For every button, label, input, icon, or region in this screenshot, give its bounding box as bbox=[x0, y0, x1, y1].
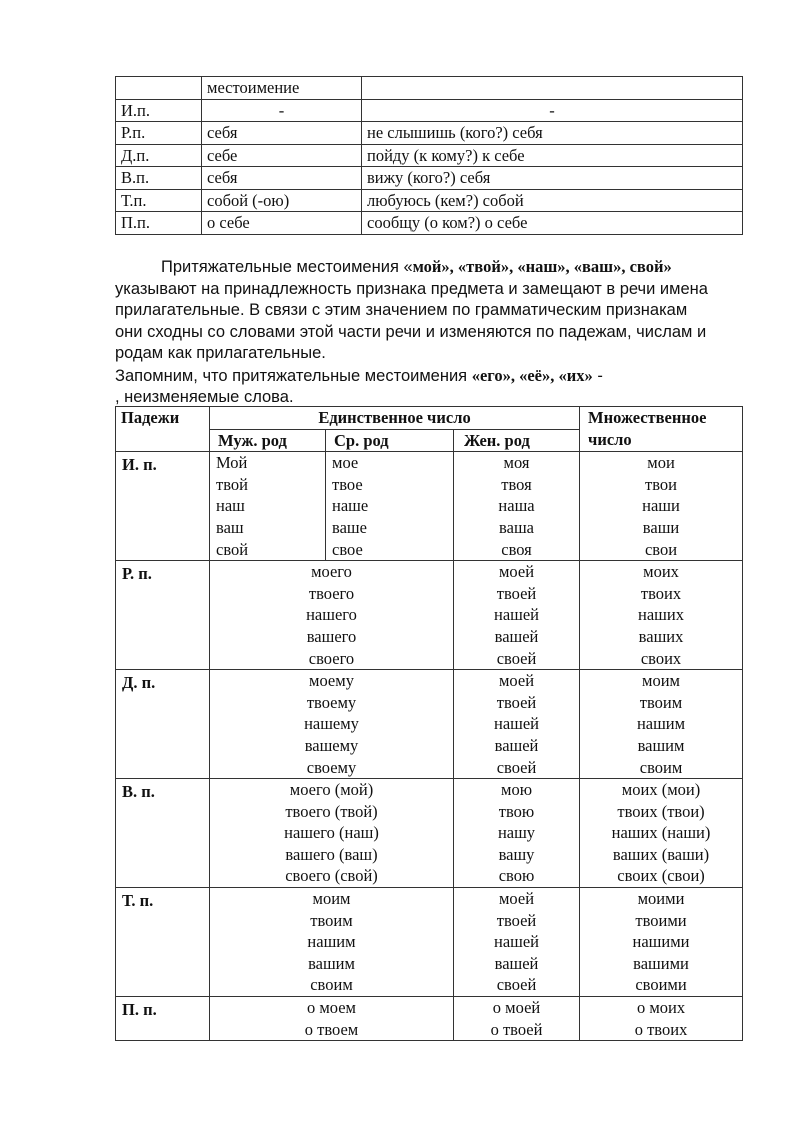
pronoun-form: о моих bbox=[636, 998, 686, 1018]
pronoun-form: наше bbox=[332, 496, 369, 516]
table-row bbox=[116, 122, 743, 145]
pronoun-form: свой bbox=[216, 539, 249, 559]
pronoun-form: моей bbox=[498, 889, 535, 909]
pronoun-form: моей bbox=[498, 671, 535, 691]
pronoun-form: твоего (твой) bbox=[285, 801, 378, 821]
plural-cell bbox=[580, 888, 743, 997]
pronoun-form: твоего bbox=[308, 583, 355, 603]
pronoun-form: вашего (ваш) bbox=[285, 844, 378, 864]
fem-cell bbox=[454, 888, 580, 997]
pronoun-form: моих (мои) bbox=[621, 780, 701, 800]
table-row bbox=[116, 144, 743, 167]
plural-cell bbox=[580, 779, 743, 888]
pronoun-form: нашими bbox=[632, 932, 690, 952]
table-row bbox=[116, 779, 743, 888]
pronoun-form: твой bbox=[216, 474, 248, 494]
singular-header: Единственное число bbox=[210, 407, 580, 430]
mascneut-cell bbox=[210, 779, 454, 888]
pronoun-form: своего (свой) bbox=[285, 866, 378, 886]
pronoun-form: наших (наши) bbox=[611, 823, 711, 843]
pronoun-form: вашей bbox=[494, 735, 539, 755]
mascneut-cell bbox=[210, 561, 454, 670]
plural-cell bbox=[580, 670, 743, 779]
fem-cell bbox=[454, 779, 580, 888]
paragraph-text: они сходны со словами этой части речи и изменяются по падежам, числам и bbox=[115, 322, 707, 341]
pronoun-form: своим bbox=[639, 757, 683, 777]
pronoun-form: моим bbox=[312, 889, 351, 909]
pronoun-form: нашим bbox=[636, 714, 686, 734]
pronoun-form: твоим bbox=[310, 910, 353, 930]
case-cell: В.п. bbox=[116, 167, 202, 190]
pronoun-form: о твоих bbox=[634, 1019, 688, 1039]
plural-cell bbox=[580, 452, 743, 561]
pronoun-form: твоей bbox=[496, 692, 537, 712]
pronoun-form: о моем bbox=[306, 998, 357, 1018]
form-cell: себя bbox=[202, 122, 362, 145]
pronoun-form: свою bbox=[498, 866, 535, 886]
pronoun-form: твоей bbox=[496, 910, 537, 930]
pronoun-form: моего (мой) bbox=[289, 780, 374, 800]
pronoun-form: своему bbox=[306, 757, 357, 777]
fem-cell bbox=[454, 452, 580, 561]
pronoun-form: вашему bbox=[304, 735, 359, 755]
case-cell: Р. п. bbox=[116, 561, 210, 670]
case-cell: П.п. bbox=[116, 212, 202, 235]
pronoun-form: моими bbox=[637, 889, 685, 909]
table-row bbox=[116, 888, 743, 997]
table-row bbox=[116, 997, 743, 1041]
paragraph-text: , неизменяемые слова. bbox=[115, 388, 294, 406]
pronoun-form: своими bbox=[635, 975, 687, 995]
form-cell: собой (-ою) bbox=[202, 189, 362, 212]
example-cell: - bbox=[362, 99, 743, 122]
masc-cell bbox=[210, 452, 326, 561]
plural-header: Множественное число bbox=[580, 407, 743, 452]
plural-cell bbox=[580, 561, 743, 670]
column-header: местоимение bbox=[202, 77, 362, 100]
pronoun-form: твоими bbox=[635, 910, 687, 930]
pronoun-form: твоих (твои) bbox=[617, 801, 705, 821]
header-row bbox=[116, 407, 743, 430]
case-cell: П. п. bbox=[116, 997, 210, 1041]
pronoun-form: нашей bbox=[494, 605, 540, 625]
pronoun-form: свое bbox=[332, 539, 363, 559]
fem-cell bbox=[454, 561, 580, 670]
pronoun-form: ваше bbox=[332, 517, 367, 537]
case-cell: Т. п. bbox=[116, 888, 210, 997]
cases-header: Падежи bbox=[116, 407, 210, 452]
pronoun-form: о моей bbox=[492, 998, 541, 1018]
case-cell: Д. п. bbox=[116, 670, 210, 779]
pronoun-form: ваших bbox=[638, 626, 684, 646]
pronoun-form: вашей bbox=[494, 626, 539, 646]
pronoun-form: ваш bbox=[216, 517, 244, 537]
pronoun-form: своим bbox=[310, 975, 353, 995]
mascneut-cell bbox=[210, 670, 454, 779]
pronoun-form: твоей bbox=[496, 583, 537, 603]
pronoun-form: вашу bbox=[498, 844, 535, 864]
paragraph-text: Притяжательные местоимения « bbox=[161, 258, 413, 276]
pronoun-form: мои bbox=[647, 453, 675, 473]
paragraph-text: родам как прилагательные. bbox=[115, 344, 326, 362]
pronoun-form: Мой bbox=[216, 453, 248, 473]
pronoun-form: своя bbox=[501, 539, 532, 559]
table-row bbox=[116, 167, 743, 190]
pronoun-form: моя bbox=[503, 453, 530, 473]
case-cell: Т.п. bbox=[116, 189, 202, 212]
neut-cell bbox=[326, 452, 454, 561]
pronoun-form: нашей bbox=[494, 932, 540, 952]
fem-cell bbox=[454, 997, 580, 1041]
fem-cell bbox=[454, 670, 580, 779]
mascneut-cell bbox=[210, 997, 454, 1041]
pronoun-form: твоим bbox=[639, 692, 683, 712]
pronoun-form: своей bbox=[496, 975, 537, 995]
pronoun-form: моих bbox=[643, 562, 679, 582]
mascneut-cell bbox=[210, 888, 454, 997]
table-row bbox=[116, 670, 743, 779]
example-cell: вижу (кого?) себя bbox=[362, 167, 743, 190]
form-cell: себя bbox=[202, 167, 362, 190]
pronoun-form: нашему bbox=[304, 714, 359, 734]
pronoun-form: твою bbox=[498, 801, 535, 821]
pronoun-form: твои bbox=[645, 474, 677, 494]
pronoun-form: твое bbox=[332, 474, 363, 494]
pronoun-form: моей bbox=[498, 562, 535, 582]
table-row bbox=[116, 212, 743, 235]
pronoun-form: ваших (ваши) bbox=[612, 844, 710, 864]
pronoun-form: мое bbox=[332, 453, 359, 473]
pronoun-form: о твоем bbox=[304, 1019, 359, 1039]
pronoun-form: твоя bbox=[501, 474, 532, 494]
reflexive-pronoun-table bbox=[115, 76, 743, 235]
table-row bbox=[116, 189, 743, 212]
pronoun-form: моему bbox=[309, 671, 354, 691]
paragraph-text: прилагательные. В связи с этим значением по грамматическим признакам bbox=[115, 301, 688, 319]
form-cell: - bbox=[202, 99, 362, 122]
pronoun-form: своих (свои) bbox=[617, 866, 705, 886]
case-cell: В. п. bbox=[116, 779, 210, 888]
paragraph-text: Запомним, что притяжательные местоимения bbox=[115, 366, 472, 385]
paragraph-bold-text: мой», «твой», «наш», «ваш», свой» bbox=[412, 257, 672, 276]
pronoun-form: ваши bbox=[642, 517, 680, 537]
table-row bbox=[116, 99, 743, 122]
paragraph-text: - bbox=[592, 366, 603, 385]
pronoun-form: моим bbox=[642, 671, 680, 691]
pronoun-form: вашим bbox=[308, 953, 355, 973]
pronoun-form: своей bbox=[496, 648, 537, 668]
form-cell: о себе bbox=[202, 212, 362, 235]
case-cell: И. п. bbox=[116, 452, 210, 561]
pronoun-form: наша bbox=[498, 496, 535, 516]
pronoun-form: нашу bbox=[497, 823, 536, 843]
pronoun-form: нашей bbox=[494, 714, 540, 734]
pronoun-form: вашей bbox=[494, 953, 539, 973]
pronoun-form: своей bbox=[496, 757, 537, 777]
case-cell: И.п. bbox=[116, 99, 202, 122]
case-cell: Р.п. bbox=[116, 122, 202, 145]
pronoun-form: мою bbox=[501, 780, 533, 800]
fem-header: Жен. род bbox=[454, 429, 580, 452]
possessive-pronoun-table bbox=[115, 406, 743, 1041]
table-cell bbox=[116, 77, 202, 100]
paragraph-bold-text: «его», «её», «их» bbox=[471, 365, 593, 385]
pronoun-form: свои bbox=[644, 539, 678, 559]
paragraph-text: указывают на принадлежность признака предмета и замещают в речи имена bbox=[115, 279, 708, 298]
case-cell: Д.п. bbox=[116, 144, 202, 167]
example-cell: пойду (к кому?) к себе bbox=[362, 144, 743, 167]
pronoun-form: вашего bbox=[306, 626, 357, 646]
masc-header: Муж. род bbox=[210, 429, 326, 452]
pronoun-form: нашего bbox=[306, 605, 357, 625]
pronoun-form: твоему bbox=[306, 692, 357, 712]
plural-cell bbox=[580, 997, 743, 1041]
example-cell: любуюсь (кем?) собой bbox=[362, 189, 743, 212]
pronoun-form: нашим bbox=[307, 932, 356, 952]
table-row bbox=[116, 452, 743, 561]
example-cell: не слышишь (кого?) себя bbox=[362, 122, 743, 145]
pronoun-form: твоих bbox=[640, 583, 682, 603]
pronoun-form: нашего (наш) bbox=[284, 823, 379, 843]
pronoun-form: своего bbox=[308, 648, 355, 668]
pronoun-form: наших bbox=[638, 605, 684, 625]
pronoun-form: вашим bbox=[637, 735, 685, 755]
table-cell bbox=[362, 77, 743, 100]
pronoun-form: своих bbox=[640, 648, 682, 668]
pronoun-form: наш bbox=[216, 496, 245, 516]
pronoun-form: наши bbox=[642, 496, 680, 516]
explanation-paragraph bbox=[115, 256, 755, 409]
table-row bbox=[116, 77, 743, 100]
pronoun-form: моего bbox=[311, 562, 352, 582]
example-cell: сообщу (о ком?) о себе bbox=[362, 212, 743, 235]
pronoun-form: ваша bbox=[499, 517, 534, 537]
pronoun-form: вашими bbox=[633, 953, 689, 973]
form-cell: себе bbox=[202, 144, 362, 167]
neut-header: Ср. род bbox=[326, 429, 454, 452]
pronoun-form: о твоей bbox=[490, 1019, 543, 1039]
table-row bbox=[116, 561, 743, 670]
